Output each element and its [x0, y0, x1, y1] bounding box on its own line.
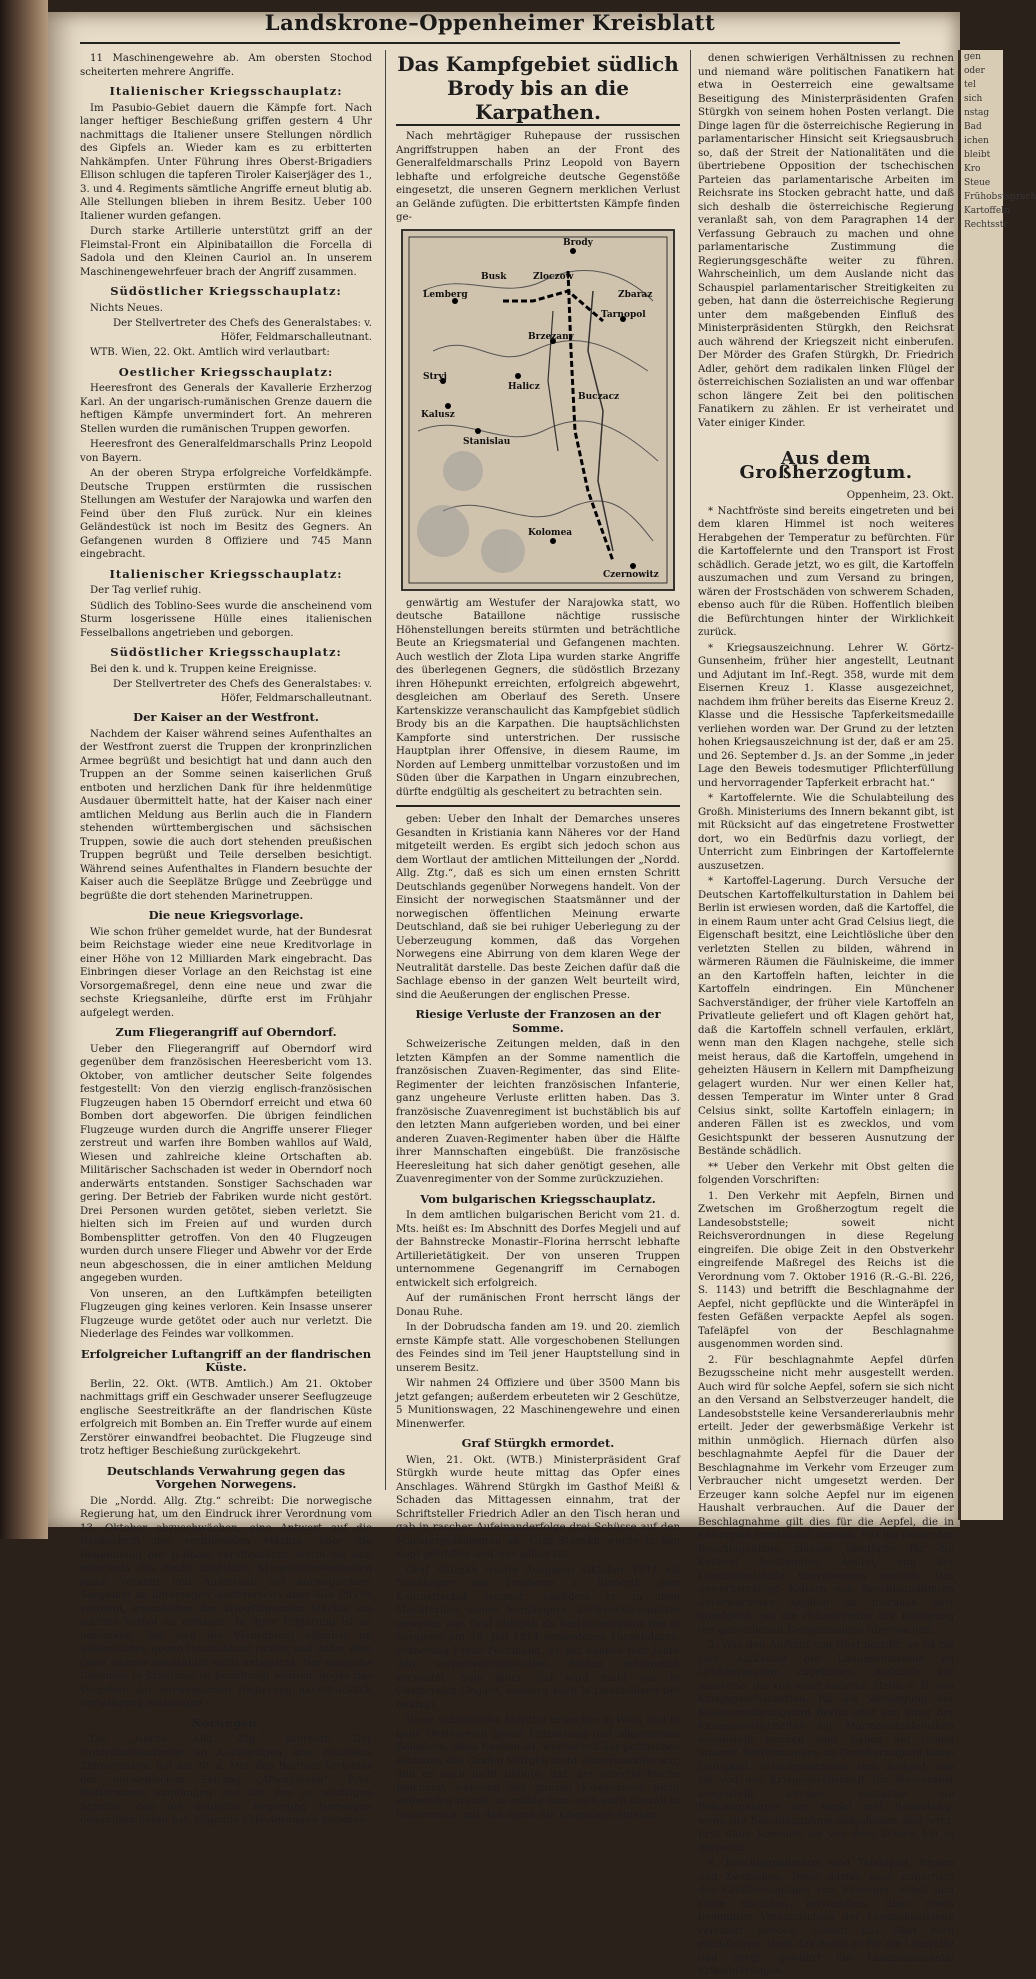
map-label: Buczacz [578, 391, 620, 402]
article-text: Der Tag verlief ruhig. [90, 585, 202, 596]
article-text: Von unseren, an den Luftkämpfen beteiligten Flugzeugen ging keines verloren. Kein Insasse unserer Flugzeuge wurde getötet oder auch nur verletzt. Die Niederlage des Feindes war vollkommen. [80, 1288, 372, 1340]
column-divider [385, 50, 386, 1490]
article-headline: Deutschlands Verwahrung gegen das Vorgehen Norwegens. [106, 1463, 346, 1491]
article-text: denen schwierigen Verhältnissen zu rechnen und niemand wäre politischen Fanatikern hat etwa in Oesterreich eine gewaltsame Beseitigung des Ministerpräsidenten Grafen Stürgkh von seinem hohen Posten verlangt. Die Dinge lagen für die österreichische Regierung in parlamentarischer Hinsicht seit Kriegsausbruch so, daß der Streit der Nationalitäten und die übertriebene Opposition der tschechischen Parteien das parlamentarische Arbeiten im Reichsrate ins Stocken gebracht hatte, und daß sich deshalb die österreichische Regierung veranlaßt sah, von dem Paragraphen 14 der Verfassung Gebrauch zu machen und ohne parlamentarische Zustimmung die Regierungsgeschäfte weiter zu führen. Wahrscheinlich, um dem Auslande nicht das Schauspiel parlamentarischer Streitigkeiten zu geben, hat dann die österreichische Regierung unter dem maßgebenden Einfluß des Ministerpräsidenten Stürgkh, den Reichsrat auch während der Kriegszeit nicht einberufen. Der Mörder des Grafen Stürgkh, Dr. Friedrich Adler, gehört dem radikalen linken Flügel der österreichischen Sozialisten an und war offenbar schon längere Zeit bei den politischen Fanatikern zu zählen. Er ist verheiratet und Vater einiger Kinder. [698, 53, 954, 429]
article-text: Wien, 21. Okt. (WTB.) Ministerpräsident Graf Stürgkh wurde heute mittag das Opfer eines Anschlages. Während Stürgkh im Gasthof Meißl & Schaden das Mittagessen einnahm, trat der Schriftsteller Friedrich Adler an den Tisch heran und gab in rascher Aufeinanderfolge drei Schüsse auf den Ministerpräsidenten ab. Graf Stürgkh wurde in den Kopf getroffen und war sofort tot. [396, 1454, 680, 1560]
map-label: Kalusz [421, 409, 455, 420]
article-text: Graf Stürgkh wurde Ausgangs Oktober 1911 als Nachfolger des Freiherrn v. Bienerth zum Kabinettschef ernannt, nachdem er in dem Ministerium seines Vorgängers, Unterrichtsminister gewesen war. Graf Stürgkh als Bertrauensmann des in Serajewo am 28. Juli 1914 ermordeten Thronfolgers, Erzherzog Franz Ferdinand. Er hat nahezu fünf Jahre den verantwortungsvollen Posten erfolgreich verwaltet. Sein jäher Tod wird nicht nur in Oesterreich-Ungarn, sondern auch in Deutschland tief beklagt. [396, 1564, 680, 1711]
map-label: Czernowitz [603, 569, 659, 580]
article-text: Südlich des Toblino-Sees wurde die anscheinend vom Sturm losgerissene Hülle eines italienischen Fesselballons angetrieben und geborgen. [80, 600, 372, 639]
facing-fragment: Rechtsstr. [964, 220, 1010, 230]
article-text: Schweizerische Zeitungen melden, daß in den letzten Kämpfen an der Somme namentlich die französischen Zuaven-Regimenter, das sind Elite-Regimenter der leichten französischen Infanterie, ganz ungeheure Verluste erlitten haben. Das 3. französische Zuavenregiment ist buchstäblich bis auf den letzten Mann aufgerieben worden, und bei einer anderen Zuaven-Regimenter haben über die Hälfte ihrer Mannschaften eingebüßt. Die französische Heeresleitung hat sich daher genötigt gesehen, alle Zuavenregimenter von der Somme zurückzuziehen. [396, 1039, 680, 1185]
article-text: * Kartoffelernte. Wie die Schulabteilung des Großh. Ministeriums des Innern bekannt gibt, ist mit Rücksicht auf das eingetretene Frostwetter dort, wo ein Bedürfnis dazu vorliegt, der Unterricht zum Einbringen der Kartoffelernte auszusetzen. [698, 793, 954, 872]
article-text: 2. Für beschlagnahmte Aepfel dürfen Bezugsscheine nicht mehr ausgestellt werden. Auch wird für solche Aepfel, sofern sie sich nicht an den Versand an Selbstverzeuger handelt, die Landesobststelle keine Versandererlaubnis mehr erteilt. Jeder der gewerbsmäßige Verkehr ist mithin unmöglich. Hiernach dürfen also beschlagnahmte Aepfel für die Dauer der Beschlagnahme im Verkehr vom Erzeuger zum Verbraucher nicht umgesetzt werden. Der Erzeuger kann solche Aepfel nur im eigenen Haushalt verbrauchen. Auf die Dauer der Beschlagnahme gilt dies für die Aepfel, die in Keltereien verarbeitet werden. Für die Dauer der Beschlagnahme müssen sämtliche für die Kelterei bestimmten Aepfel, von der Landesobststelle übernommen werden. Das gewerbsmäßige Keltern von Beschlagnahmten unterworfenen Aepfeln ist hiernach dort unmöglich, wo die Polizeiorgane der Befolgung der gesetzlichen Bestimmungen überwachen. [698, 1354, 954, 1636]
facing-fragment: sich [964, 94, 983, 104]
article-text: Heeresfront des Generals der Kavallerie Erzherzog Karl. An der ungarisch-rumänischen Grenze dauern die heftigen Kämpfe unvermindert fort. An mehreren Stellen wurden die rumänischen Truppen geworfen. [80, 383, 372, 435]
article-text: Diese schändliche Mordtat erweckte in Wien und in ganz Oesterreich große Entrüstung und allgemeines Bedauern, denn handen ist, welche mit der politischen Richtung des Grafen Stürgkh nicht einverstanden war, und es auch nicht billigte, daß der österreichische Reichsrat während der ganzen Kriegsdauer nicht einberufen wurde, so müßte man doch auch überall in Oesterreich, mit den durch die Kriegslage entstan- [396, 1715, 680, 1821]
article-text: Berlin, 22. Okt. (WTB. Amtlich.) Am 21. Oktober nachmittags griff ein Geschwader unserer Seeflugzeuge englische Seestreitkräfte an der flandrischen Küste erfolgreich mit Bomben an. Ein Treffer wurde auf einem Zerstörer einwandfrei beobachtet. Die Flugzeuge sind trotz heftiger Beschießung zurückgekehrt. [80, 1378, 372, 1457]
section-heading: Italienischer Kriegsschauplatz: [109, 84, 343, 98]
masthead-rule [80, 42, 900, 44]
signature: Der Stellvertreter des Chefs des Generalstabes: v. Höfer, Feldmarschalleutnant. [112, 318, 372, 343]
map-label: Halicz [508, 381, 540, 392]
article-headline: Graf Stürgkh ermordet. [461, 1436, 615, 1450]
facing-fragment: bleibt [964, 150, 991, 160]
column-divider [690, 50, 691, 1490]
map-label: Zloczow [533, 271, 574, 282]
facing-fragment: ichen [964, 136, 989, 146]
section-banner: Aus dem Großherzogtum. [739, 448, 913, 483]
article-headline: Zum Fliegerangriff auf Oberndorf. [115, 1025, 337, 1039]
column-3 [698, 52, 954, 1977]
article-headline: Die neue Kriegsvorlage. [148, 908, 304, 922]
article-headline: Erfolgreicher Luftangriff an der flandrischen Küste. [80, 1346, 372, 1374]
article-text: Wie schon früher gemeldet wurde, hat der Bundesrat beim Reichstage wieder eine neue Kreditvorlage in einer Höhe von 12 Milliarden Mark eingebracht. Das Einbringen dieser Vorlage an den Reichstag ist eine Vorsorgemaßregel, denn eine neue und zwar die sechste Kriegsanleihe, dürfte erst im Frühjahr aufgelegt werden. [80, 926, 372, 1019]
column-2 [396, 52, 680, 1821]
map-label: Tarnopol [601, 309, 646, 320]
dateline: WTB. Wien, 22. Okt. Amtlich wird verlautbart: [90, 347, 330, 358]
feature-headline: Das Kampfgebiet südlich Brody bis an die Karpathen. [397, 52, 679, 124]
section-heading: Oestlicher Kriegsschauplatz: [118, 364, 334, 379]
section-heading: Italienischer Kriegsschauplatz: [109, 566, 343, 581]
article-text: Ueber den Fliegerangriff auf Oberndorf wird gegenüber dem französischen Heeresbericht vom 13. Oktober, von amtlicher deutscher Seite folgendes festgestellt: Von den vierzig englisch-französischen Flugzeugen haben 15 Oberndorf erreicht und etwa 60 Bomben dort abgeworfen. Die übrigen feindlichen Flugzeuge wurden durch die Angriffe unserer Flieger zerstreut und warfen ihre Bomben wahllos auf Wald, Wiesen und zahlreiche kleine Ortschaften ab. Militärischer Sachschaden ist weder in Oberndorf noch anderwärts entstanden. Sonstiger Sachschaden war gering. Der Betrieb der Fabriken wurde nicht gestört. Drei Personen wurden getötet, sieben verletzt. Sie hielten sich im Freien auf und wurden durch Bombensplitter getroffen. Von den 40 Flugzeugen wurden durch unsere Flieger und Abwehr vor der Erde neun abgeschossen, die in einer amtlichen Meldung angegeben wurden. [80, 1043, 372, 1284]
facing-fragment: Kro [964, 164, 981, 174]
article-text: geben: Ueber den Inhalt der Demarches unseres Gesandten in Kristiania kann Näheres vor der Hand mitgeteilt werden. Es ergibt sich jedoch schon aus dem Wortlaut der amtlichen Mitteilungen der „Nordd. Allg. Ztg.“, daß es sich um einen ernsten Schritt Deutschlands gegenüber Norwegens handelt. Von der Einsicht der norwegischen Staatsmänner und der norwegischen öffentlichen Meinung erwarte Deutschland, daß sie bei ruhiger Ueberlegung zu der Ueberzeugung kommen, daß das Vorgehen Norwegens eine Abirrung von dem klaren Wege der Neutralität darstelle. Das beste Zeichen dafür daß die Sachlage ebenso in der ganzen Welt beurteilt wird, sind die Aeußerungen der englischen Presse. [396, 814, 680, 1001]
masthead: Landskrone–Oppenheimer Kreisblatt [264, 10, 716, 35]
signature: Der Stellvertreter des Chefs des Generalstabes: v. Höfer, Feldmarschalleutnant. [112, 679, 372, 704]
map-label: Stanislau [463, 436, 511, 447]
map-label: Kolomea [528, 527, 573, 538]
map-label: Stryj [423, 371, 447, 382]
feature-title-box [396, 52, 680, 126]
dateline: Oppenheim, 23. Okt. [846, 490, 954, 501]
article-text: In der Dobrudscha fanden am 19. und 20. ziemlich ernste Kämpfe statt. Alle vorgeschobenen Stellungen des Feindes sind im Teil jener Hauptstellung sind in unserem Besitz. [396, 1322, 680, 1374]
article-text: Durch starke Artillerie unterstützt griff an der Fleimstal-Front ein Alpinibataillon die Forcella di Sadola und den Kleinen Cauriol an. In unserem Maschinengewehrfeuer brach der Angriff zusammen. [80, 226, 372, 278]
article-text: 11 Maschinengewehre ab. Am obersten Stochod scheiterten mehrere Angriffe. [80, 53, 372, 78]
article-text: Nach mehrtägiger Ruhepause der russischen Angriffstruppen haben an der Front des Generalfeldmarschalls Prinz Leopold von Bayern lebhafte und erfolgreiche deutsche Gegenstöße eingesetzt, die unseren Gegnern merklichen Verlust an Gelände zufügten. Die erbittertsten Kämpfe finden ge- [396, 131, 680, 223]
map-label: Zbaraz [618, 289, 653, 300]
article-text: * Kartoffel-Lagerung. Durch Versuche der Deutschen Kartoffelkulturstation in Dahlem bei Berlin ist erwiesen worden, daß die Kartoffel, die in einem Raum unter acht Grad Celsius liegt, die Eigenschaft besitzt, eine Leichtlösliche über den verletzten Stellen zu bilden, während in wärmeren Räumen die Fäulniskeime, die immer an den Kartoffeln haften, leichter in die Kartoffeln eindringen. Ein Münchener Sachverständiger, der früher viele Kartoffeln an Privatleute geliefert und oft Klagen gehört hat, daß die Kartoffeln schnell verfaulen, erklärt, wenn man den Klagen nachgehe, stelle sich meist heraus, daß die Kartoffeln, umgehend in geheizten Häusern in Kellern mit Dampfheizung gelagert wurden. Nur wer einen Keller hat, dessen Temperatur im Winter unter 8 Grad Celsius sinkt, sollte Kartoffeln einlagern; in anderen Fällen ist es zwecklos, und vom Gesichtspunkt der besseren Ausnutzung der Bestände schädlich. [698, 876, 954, 1157]
article-text: Heeresfront des Generalfeldmarschalls Prinz Leopold von Bayern. [80, 439, 372, 464]
book-spine-edge [0, 0, 48, 1539]
map-label: Busk [481, 271, 507, 282]
article-text: Die „Nordd. Allg. Ztg.“ schreibt: Der Unterstaatssekretär im Auswärtigen Amt Exzellenz Zimmermann, hat am 20. d. Mts. den Berliner Vertreter der norwegischen Zeitung „Aftenposten“, Prof. Hottermann, empfangen und hat ihm zu wichtigen Schritte, den die deutsche Regierung Norwegen gegenüber getan hat, folgende Erläuterungen gegeben: [80, 1734, 372, 1826]
article-text: Bei den k. und k. Truppen keine Ereignisse. [90, 663, 317, 675]
facing-fragment: oder [964, 66, 985, 76]
facing-fragment: Kartoffeln [964, 206, 1010, 216]
section-rule [396, 805, 680, 807]
article-text: Wir nahmen 24 Offiziere und über 3500 Mann bis jetzt gefangen; außerdem erbeuteten wir 2 Geschütze, 5 Munitionswagen, 22 Maschinengewehre und einen Minenwerfer. [396, 1378, 680, 1430]
facing-fragment: tel [964, 80, 976, 90]
column-1 [80, 52, 372, 1826]
map-label: Lemberg [423, 289, 468, 300]
facing-page-strip [958, 50, 1036, 1520]
article-headline: Der Kaiser an der Westfront. [133, 710, 319, 724]
facing-fragment: gen [964, 52, 981, 62]
article-text: * Nachtfröste sind bereits eingetreten und bei dem klaren Himmel ist noch weiteres Herabgehen der Temperatur zu befürchten. Für die Kartoffelernte und den Transport ist Frost schädlich. Gerade jetzt, wo es gilt, die Kartoffeln auszumachen und zum Versand zu bringen, wären der Frostschäden von schwerem Schaden, ebenso auch für die Rüben. Hoffentlich bleiben die Befürchtungen hinter der Wirklichkeit zurück. [698, 505, 954, 638]
map-label: Brody [563, 237, 593, 248]
section-heading: Südöstlicher Kriegsschauplatz: [110, 284, 342, 298]
article-text: Im Pasubio-Gebiet dauern die Kämpfe fort. Nach langer heftiger Beschießung griffen gestern 4 Uhr nachmittags die Italiener unsere Stellungen nördlich des Gipfels an. Wieder kam es zu erbitterten Nahkämpfen. Unter Führung ihres Oberst-Brigadiers Ellison schlugen die tapferen Tiroler Kaiserjäger des 1., 3. und 4. Regiments sämtliche Angriffe erneut blutig ab. Alle Stellungen blieben in ihrem Besitz. Ueber 100 Italiener wurden gefangen. [80, 102, 372, 222]
facing-fragment: Frühobstsprech [964, 192, 1036, 202]
article-text: 3. Was den Aufkauf von Obst betrifft, so ist bis zum Aufkäufer der Landesobststelle im Großherzogtum zugelassen. Aufkäufe auf Ausweise, die von einer anderen Stelle, z. B. von Kriegsgesellschaften, für die Versorgung der Kriegsernährungsamt Berlin oder von einer der Kriegsgesellschaften zur Marmeladenfabriken ausgestellt worden sind, haben auf Grund unserer Bestimmungen im Großherzogtum keine Gültigkeit. Erlaubnisscheine zum Aufkauf, wie sie von der Kriegsgesellschaft für Wasserobst ausgestellt werden, enthalten die Beschlagnahme der Aepfel erst Bedeutung, wenn die Beschlagnahme aufgehoben sein wird. Erst dann kommen sie von dem Schein hin in Betracht. [698, 1640, 954, 1854]
article-text: In dem amtlichen bulgarischen Bericht vom 21. d. Mts. heißt es: Im Abschnitt des Dorfes Megjeli und auf der Bahnstrecke Monastir–Florina herrscht lebhafte Artillerietätigkeit. Der von unseren Truppen unternommene Gegenangriff im Cernabogen entwickelt sich erfolgreich. [396, 1210, 680, 1289]
article-headline: Riesige Verluste der Franzosen an der Somme. [415, 1007, 661, 1035]
facing-fragment: Bad [964, 122, 982, 132]
article-text: 4. Beschlagnahmerei sind Tafeläpfel, Birnen und Zwetschen. Diese dürfen nach außerhalb des Großherzogtums von Erzeuger selbst und seine nächsten Verwandten, über einen benannten Versandschein der Landesobststelle versandt werden. Soweit das Obst wird einzuführen, steht das Recht zu für die Lazarette und dergl. gewährt die Landesobststelle Erleichterungen. [698, 1858, 954, 1977]
facing-fragment: Steue [964, 178, 991, 188]
map-label: Brzezany [528, 331, 574, 342]
article-text: * Kriegsauszeichnung. Lehrer W. Görtz-Gunsenheim, früher hier angestellt, Leutnant und Adjutant im Inf.-Regt. 358, wurde mit dem Eisernen Kreuz 1. Klasse ausgezeichnet, nachdem ihm früher bereits das Eiserne Kreuz 2. Klasse und die Hessische Tapferkeitsmedaille verliehen worden war. Der Grund zu der letzten hohen Kriegsauszeichnung ist der, daß er am 25. und 26. September d. Js. an der Somme „in jeder Lage den Beweis todesmutiger Pflichterfüllung und hervorragender Tapferkeit erbracht hat.“ [698, 642, 954, 789]
article-text: ** Ueber den Verkehr mit Obst gelten die folgenden Vorschriften: [698, 1161, 954, 1186]
battle-map [401, 229, 675, 591]
article-text: genwärtig am Westufer der Narajowka statt, wo deutsche Bataillone nächtige russische Höhenstellungen bereits stürmten und beträchtliche Beute an Kriegsmaterial und Gefangenen machten. Auch westlich der Zlota Lipa wurden starke Angriffe des überlegenen Gegners, die südöstlich Brzezany ihren Höhepunkt erreichten, erfolgreich abgewehrt, desgleichen am Oberlauf des Sereth. Unsere Kartenskizze veranschaulicht das Kampfgebiet südlich Brody bis an die Karpathen. Die hauptsächlichsten Kampforte sind unterstrichen. Der russische Hauptplan ihrer Offensive, in diesem Raume, im Norden auf Lemberg unmittelbar vorzustoßen und im Süden über die Karpathen in Ungarn einzubrechen, dürfte endgültig als gescheitert zu betrachten sein. [396, 597, 680, 798]
facing-fragment: nstag [964, 108, 990, 118]
article-text: Die „Nordd. Allg. Ztg.“ schreibt: Die norwegische Regierung hat, um den Eindruck ihrer Verordnung vom 13. Oktober abzuschwächen, eine Antwort auf die Denkschrift der verbündeten Mächte, über die Behandlung der U-Boote veröffentlicht, worin sie sich einerseits das Recht zuspricht, Kriegsunterseebooten jeden Verkehr und Aufenthalt auf norwegischem Seegebiet zu untersagen, andererseits aber ihre Pflicht verneint, irgendeiner der kriegführenden Mächte ein solches Verbot zu erlassen. In ihrer Erklärung ist zu bemerken, daß sich die Verordnung offenbar im wesentlichen gegen Deutschland richtet und daher dem Geist wahrer Neutralität nicht entspricht. Der deutsche Gesandte in Kristiania ist beauftragt worden, gegen das Vorgehen der norwegischen Regierung nachdrücklich Verwahrung einzulegen. [80, 1495, 372, 1709]
article-text: An der oberen Strypa erfolgreiche Vorfeldkämpfe. Deutsche Truppen erstürmten die russischen Stellungen am Westufer der Narajowka und warfen den Feind über den Fluß zurück. Nur ein kleines Geländestück ist noch im Besitz des Gegners. An Gefangenen wurden 8 Offiziere und 745 Mann eingebracht. [80, 468, 372, 560]
article-text: Auf der rumänischen Front herrscht längs der Donau Ruhe. [396, 1293, 680, 1318]
article-text: Nachdem der Kaiser während seines Aufenthaltes an der Westfront zuerst die Truppen der kronprinzlichen Armee begrüßt und besichtigt hat und dann auch den Truppen an der Somme seinen kaiserlichen Gruß entboten und herzlichen Dank für ihre heldenmütige Ausdauer übermittelt hatte, hat der Kaiser nach einer amtlichen Meldung aus Berlin auch die in Flandern stehenden württembergischen und sächsischen Truppen, sowie die auch dort stehenden preußischen Truppen begrüßt und Teile derselben besichtigt. Während seines Aufenthaltes in Flandern besuchte der Kaiser auch die Seeplätze Brügge und Zeebrügge und begrüßte die dort stehenden Marinetruppen. [80, 728, 372, 902]
section-heading: Südöstlicher Kriegsschauplatz: [110, 645, 342, 659]
article-text: Nichts Neues. [90, 302, 163, 314]
article-headline: Norwegen. [191, 1715, 261, 1730]
article-headline: Vom bulgarischen Kriegsschauplatz. [420, 1191, 656, 1206]
article-text: 1. Den Verkehr mit Aepfeln, Birnen und Zwetschen im Großherzogtum regelt die Landesobststelle; soweit nicht Reichsverordnungen in diese Regelung eingreifen. Die obige Zeit in den Obstverkehr eingreifende Maßregel des Reichs ist die Verordnung vom 7. Oktober 1916 (R.-G.-Bl. 226, S. 1143) und betrifft die Beschlagnahme der Aepfel, nicht gepflückte und die Winteräpfel in festen Gefäßen verpackte Aepfel als sogen. Tafeläpfel von der Beschlagnahme ausgenommen worden sind. [698, 1190, 954, 1350]
